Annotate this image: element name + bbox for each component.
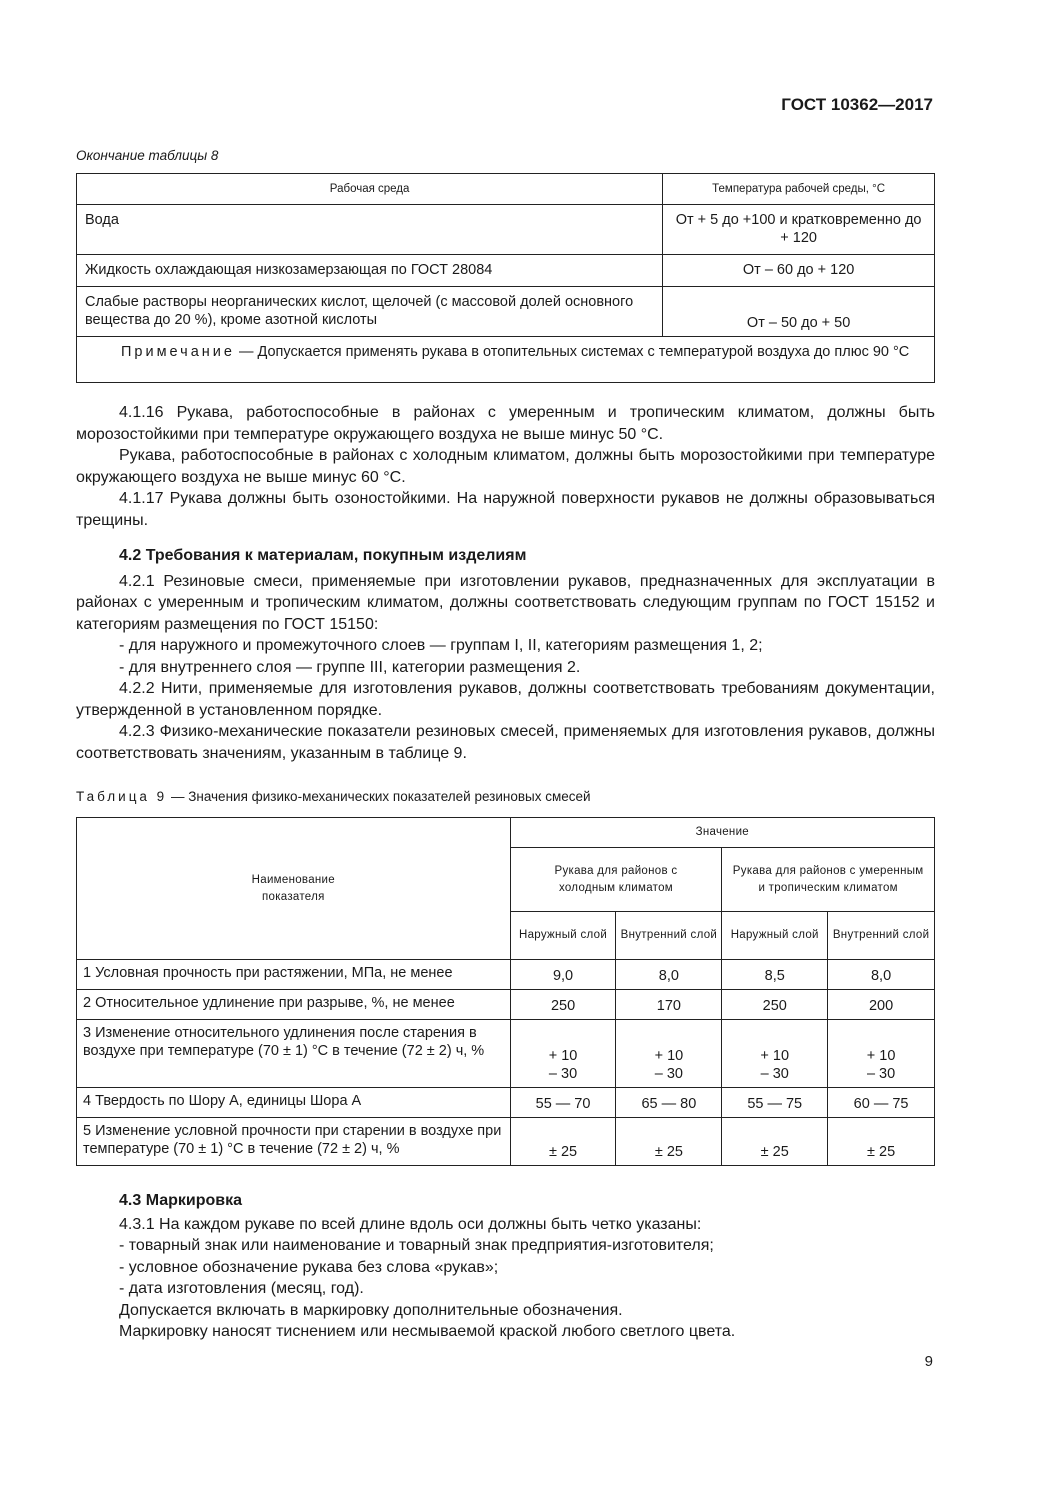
- table-row: [77, 960, 935, 990]
- table-row: [77, 990, 935, 1020]
- table9-value: + 10 – 30: [616, 1020, 722, 1088]
- table-9: [76, 817, 935, 1166]
- table9-value: ± 25: [828, 1118, 935, 1166]
- table9-value: 200: [828, 990, 935, 1020]
- table9-value: 55 — 75: [722, 1088, 828, 1118]
- table9-value: 8,0: [828, 960, 935, 990]
- paragraph: Рукава, работоспособные в районах с холодным климатом, должны быть морозостойкими при температуре окружающего воздуха не выше минус 60 °С.: [76, 447, 935, 486]
- table8-medium: Вода: [77, 205, 663, 255]
- table-8: [76, 173, 935, 383]
- paragraph: 4.2.1 Резиновые смеси, применяемые при изготовлении рукавов, предназначенных для эксплуатации в районах с умеренным и тропическим климатом, должны соответствовать следующим группам по ГОСТ 15152 и категориям размещения по ГОСТ 15150:: [76, 572, 935, 633]
- table9-value: ± 25: [510, 1118, 616, 1166]
- table9-col-cold: Рукава для районов с холодным климатом: [510, 848, 722, 912]
- table-row: [77, 287, 935, 337]
- table8-note-row: [77, 337, 935, 383]
- table9-col-inner: Внутренний слой: [616, 912, 722, 960]
- table8-header-row: [77, 174, 935, 205]
- table9-col-value: Значение: [510, 818, 934, 848]
- table9-param: 5 Изменение условной прочности при старении в воздухе при температуре (70 ± 1) °С в течение (72 ± 2) ч, %: [77, 1118, 511, 1166]
- paragraph: Допускается включать в маркировку дополнительные обозначения.: [119, 1301, 623, 1319]
- list-item: - товарный знак или наименование и товарный знак предприятия-изготовителя;: [119, 1237, 714, 1254]
- section-heading-4-3: 4.3 Маркировка: [119, 1192, 243, 1209]
- table-row: [77, 255, 935, 287]
- table9-value: 60 — 75: [828, 1088, 935, 1118]
- table9-value: 9,0: [510, 960, 616, 990]
- table8-col-medium: Рабочая среда: [77, 174, 663, 205]
- list-item: - дата изготовления (месяц, год).: [119, 1280, 364, 1297]
- table9-col-inner: Внутренний слой: [828, 912, 935, 960]
- table9-value: 8,5: [722, 960, 828, 990]
- table8-medium: Жидкость охлаждающая низкозамерзающая по ГОСТ 28084: [77, 255, 663, 287]
- list-item: - для наружного и промежуточного слоев — группам I, II, категориям размещения 1, 2;: [119, 637, 763, 654]
- table9-param: 2 Относительное удлинение при разрыве, %, не менее: [77, 990, 511, 1020]
- section-text-b: [76, 1190, 935, 1343]
- list-item: - для внутреннего слоя — группе III, категории размещения 2.: [119, 658, 581, 676]
- table9-value: 170: [616, 990, 722, 1020]
- table-row: [77, 1020, 935, 1088]
- table9-value: + 10 – 30: [510, 1020, 616, 1088]
- table9-col-temperate: Рукава для районов с умеренным и тропическим климатом: [722, 848, 935, 912]
- table9-param: 1 Условная прочность при растяжении, МПа, не менее: [77, 960, 511, 990]
- table9-value: 65 — 80: [616, 1088, 722, 1118]
- table9-param: 3 Изменение относительного удлинения после старения в воздухе при температуре (70 ± 1) °С в течение (72 ± 2) ч, %: [77, 1020, 511, 1088]
- table9-col-outer: Наружный слой: [722, 912, 828, 960]
- table8-caption: Окончание таблицы 8: [76, 148, 219, 163]
- table9-value: ± 25: [722, 1118, 828, 1166]
- note-text: — Допускается применять рукава в отопительных системах с температурой воздуха до плюс 90 °C: [234, 344, 910, 360]
- paragraph: 4.2.2 Нити, применяемые для изготовления рукавов, должны соответствовать требованиям документации, утвержденной в установленном порядке.: [76, 680, 935, 719]
- table8-col-temp: Температура рабочей среды, °C: [663, 174, 935, 205]
- table8-medium: Слабые растворы неорганических кислот, щелочей (с массовой долей основного вещества до 20 %), кроме азотной кислоты: [77, 287, 663, 337]
- paragraph: Маркировку наносят тиснением или несмываемой краской любого светлого цвета.: [119, 1323, 736, 1340]
- table9-col-name: Наименование показателя: [77, 818, 511, 960]
- table8-temp: От – 50 до + 50: [663, 287, 935, 337]
- table9-value: 8,0: [616, 960, 722, 990]
- section-text-a: [76, 402, 935, 764]
- document-code: ГОСТ 10362—2017: [781, 95, 933, 114]
- table-row: [77, 1088, 935, 1118]
- table9-value: + 10 – 30: [722, 1020, 828, 1088]
- note-label: Примечание: [121, 344, 235, 360]
- table8-note: [77, 337, 935, 383]
- table8-temp: От + 5 до +100 и кратковременно до + 120: [663, 205, 935, 255]
- table9-col-outer: Наружный слой: [510, 912, 616, 960]
- table-row: [77, 1118, 935, 1166]
- table9-caption: [76, 789, 591, 804]
- table9-caption-label: Таблица 9: [76, 789, 168, 804]
- table9-value: 250: [510, 990, 616, 1020]
- paragraph: 4.1.16 Рукава, работоспособные в районах с умеренным и тропическим климатом, должны быть морозостойкими при температуре окружающего воздуха не выше минус 50 °С.: [76, 404, 935, 443]
- paragraph: 4.1.17 Рукава должны быть озоностойкими. На наружной поверхности рукавов не должны образовываться трещины.: [76, 490, 935, 529]
- table9-value: ± 25: [616, 1118, 722, 1166]
- list-item: - условное обозначение рукава без слова «рукав»;: [119, 1258, 499, 1276]
- page-number: 9: [924, 1353, 933, 1370]
- table9-caption-text: — Значения физико-механических показателей резиновых смесей: [167, 789, 591, 804]
- table-row: [77, 205, 935, 255]
- paragraph: 4.2.3 Физико-механические показатели резиновых смесей, применяемых для изготовления рукавов, должны соответствовать значениям, указанным в таблице 9.: [76, 723, 935, 762]
- table9-param: 4 Твердость по Шору А, единицы Шора А: [77, 1088, 511, 1118]
- section-heading-4-2: 4.2 Требования к материалам, покупным изделиям: [119, 547, 527, 564]
- table9-value: 250: [722, 990, 828, 1020]
- table9-header-row: [77, 818, 935, 848]
- table9-value: + 10 – 30: [828, 1020, 935, 1088]
- paragraph: 4.3.1 На каждом рукаве по всей длине вдоль оси должны быть четко указаны:: [119, 1215, 702, 1233]
- table8-temp: От – 60 до + 120: [663, 255, 935, 287]
- table9-value: 55 — 70: [510, 1088, 616, 1118]
